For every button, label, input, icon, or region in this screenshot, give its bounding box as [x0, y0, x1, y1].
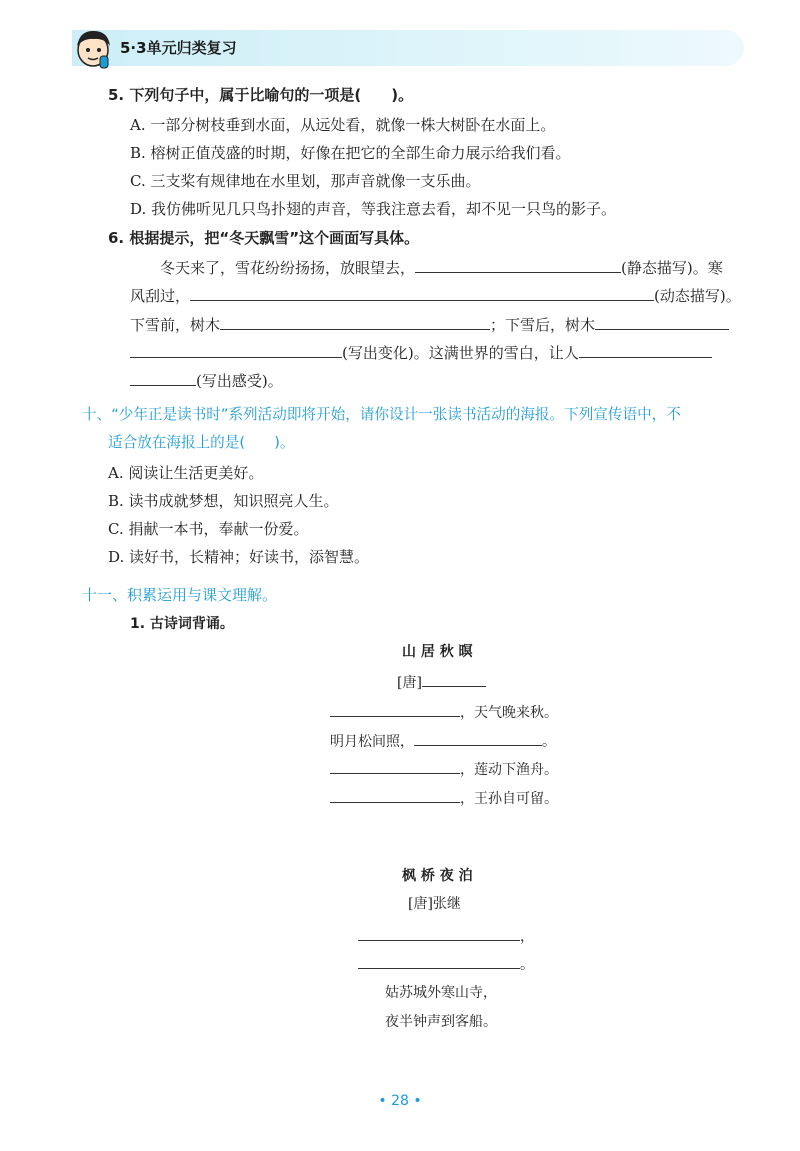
poem1-dynasty: [唐]	[397, 675, 422, 691]
poem2-line-3: 姑苏城外寒山寺，	[385, 985, 497, 1001]
q6-text: 冬天来了，雪花纷纷扬扬，放眼望去，	[160, 259, 416, 277]
q6-blank-feeling[interactable]	[579, 341, 712, 358]
poem1-text: 。	[542, 734, 556, 750]
q6-line-4	[130, 341, 712, 363]
q6-blank-dynamic[interactable]	[190, 284, 654, 301]
poem1-line-1	[330, 700, 558, 723]
poem1-line-3	[330, 757, 558, 780]
q6-line-5	[130, 369, 283, 391]
poem1-blank-3[interactable]	[330, 757, 460, 774]
q6-blank-static[interactable]	[415, 256, 621, 273]
poem1-line-4	[330, 786, 558, 809]
poem2-line-4: 夜半钟声到客船。	[385, 1014, 497, 1030]
poem1-text: ，莲动下渔舟。	[460, 762, 558, 778]
poem1-author-line	[397, 670, 486, 693]
page-number: • 28 •	[378, 1093, 422, 1109]
q6-text: ；下雪后，树木	[490, 316, 596, 334]
poem2-blank-1[interactable]	[358, 924, 520, 941]
q6-blank-after[interactable]	[595, 313, 729, 330]
q6-hint: (写出感受)。	[196, 372, 283, 390]
q6-line-1	[160, 256, 723, 278]
poem1-text: 明月松间照，	[330, 734, 414, 750]
q11-stem: 十一、积累运用与课文理解。	[82, 586, 278, 604]
unit-title: 5·3单元归类复习	[120, 39, 237, 57]
q10-stem-line-2: 适合放在海报上的是( )。	[108, 434, 295, 451]
q10-stem-line-1: 十、“少年正是读书时”系列活动即将开始，请你设计一张读书活动的海报。下列宣传语中，不	[82, 406, 681, 423]
q5-option-d: D. 我仿佛听见几只鸟扑翅的声音，等我注意去看，却不见一只鸟的影子。	[130, 200, 617, 218]
q6-blank-feeling-cont[interactable]	[130, 369, 196, 386]
q5-option-c: C. 三支桨有规律地在水里划，那声音就像一支乐曲。	[130, 172, 481, 190]
q6-text: 风刮过，	[130, 287, 191, 305]
poem1-blank-2[interactable]	[414, 729, 542, 746]
q10-option-a: A. 阅读让生活更美好。	[108, 464, 264, 482]
poem1-author-blank[interactable]	[422, 670, 486, 687]
poem2-text: ，	[520, 929, 534, 945]
poem1-text: ，天气晚来秋。	[460, 705, 558, 721]
q6-stem: 6. 根据提示，把“冬天飘雪”这个画面写具体。	[108, 229, 420, 247]
q6-blank-after-cont[interactable]	[130, 341, 342, 358]
q10-option-c: C. 捐献一本书，奉献一份爱。	[108, 520, 309, 538]
q5-stem: 5. 下列句子中，属于比喻句的一项是( )。	[108, 86, 414, 104]
q6-line-3	[130, 313, 729, 335]
poem1-title: 山 居 秋 暝	[402, 644, 473, 660]
q6-line-2	[130, 284, 741, 306]
q5-option-b: B. 榕树正值茂盛的时期，好像在把它的全部生命力展示给我们看。	[130, 144, 571, 162]
boy-thinking-icon	[70, 26, 116, 70]
poem2-blank-2[interactable]	[358, 952, 520, 969]
q10-option-d: D. 读好书，长精神；好读书，添智慧。	[108, 548, 370, 566]
poem2-text: 。	[520, 957, 534, 973]
poem2-author: [唐]张继	[408, 896, 461, 912]
poem2-line-2	[358, 952, 534, 975]
q11-sub1: 1. 古诗词背诵。	[130, 616, 234, 632]
q10-option-b: B. 读书成就梦想，知识照亮人生。	[108, 492, 339, 510]
poem1-line-2	[330, 729, 556, 752]
q6-blank-before[interactable]	[220, 313, 490, 330]
q6-hint: (静态描写)。寒	[621, 259, 723, 277]
poem2-title: 枫 桥 夜 泊	[402, 868, 473, 884]
q6-text: 下雪前，树木	[130, 316, 221, 334]
q6-hint: (动态描写)。	[654, 287, 741, 305]
poem1-blank-4[interactable]	[330, 786, 460, 803]
q5-option-a: A. 一部分树枝垂到水面，从远处看，就像一株大树卧在水面上。	[130, 116, 556, 134]
poem1-blank-1[interactable]	[330, 700, 460, 717]
poem2-line-1	[358, 924, 534, 947]
poem1-text: ，王孙自可留。	[460, 791, 558, 807]
q6-hint: (写出变化)。这满世界的雪白，让人	[342, 344, 579, 362]
